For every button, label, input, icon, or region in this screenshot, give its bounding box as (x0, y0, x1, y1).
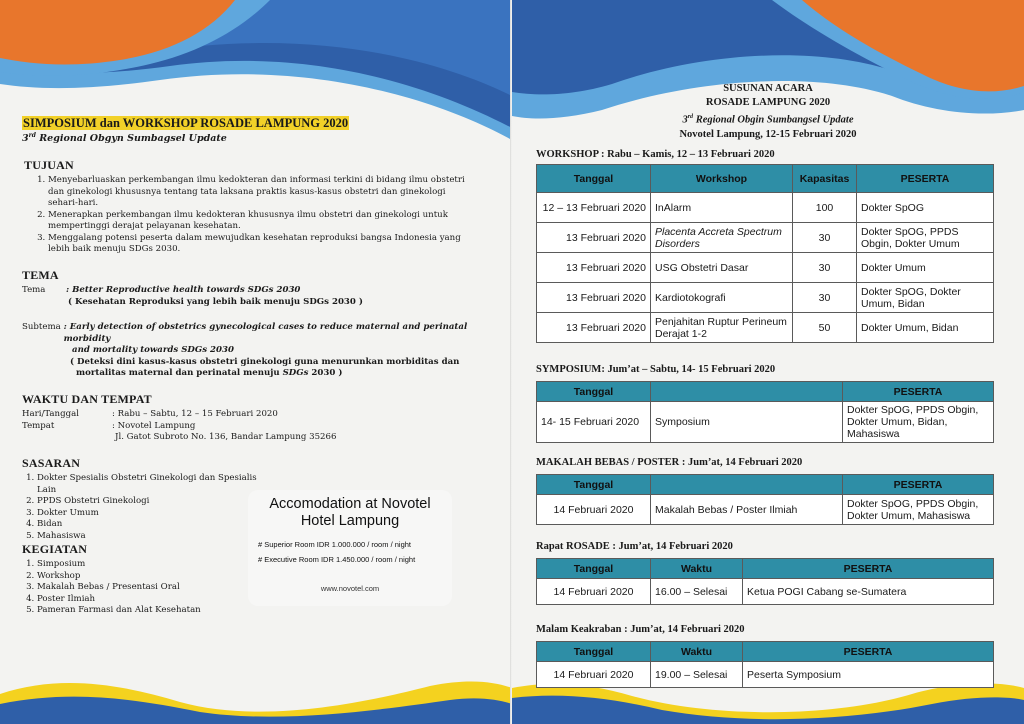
column-header: Tanggal (537, 559, 651, 579)
workshop-heading: WORKSHOP : Rabu – Kamis, 12 – 13 Februari 2020 (536, 149, 775, 160)
column-header (651, 475, 843, 495)
table-cell: Dokter Umum (857, 253, 994, 283)
table-cell: Dokter SpOG, PPDS Obgin, Dokter Umum (857, 223, 994, 253)
subtema-translation-2: mortalitas maternal dan perinatal menuju SDGs 2030 ) (76, 368, 343, 378)
column-header: Kapasitas (793, 165, 857, 193)
symposium-section (536, 364, 994, 443)
hotel-url[interactable]: www.novotel.com (320, 584, 380, 593)
hari-label: Hari/Tanggal (22, 409, 79, 419)
tema-heading: TEMA (22, 268, 59, 282)
table-cell: 14 Februari 2020 (537, 579, 651, 605)
subtema-text-2: and mortality towards SDGs 2030 (72, 345, 234, 355)
column-header: Tanggal (537, 475, 651, 495)
list-item: 2. PPDS Obstetri Ginekologi (37, 496, 262, 508)
tempat-label: Tempat (22, 420, 55, 431)
table-row (537, 193, 994, 223)
tema-section (22, 268, 492, 380)
table-cell: Penjahitan Ruptur Perineum Derajat 1-2 (651, 313, 793, 343)
tujuan-section (24, 158, 494, 256)
subtema-text: : Early detection of obstetrics gynecological cases to reduce maternal and perinatal morbidity (63, 322, 468, 344)
table-row (537, 495, 994, 525)
list-item: 1. Dokter Spesialis Obstetri Ginekologi dan Spesialis Lain (37, 473, 262, 496)
table-cell: 12 – 13 Februari 2020 (537, 193, 651, 223)
event-title: SIMPOSIUM dan WORKSHOP ROSADE LAMPUNG 2020 (23, 116, 349, 130)
table-row (537, 402, 994, 443)
table-cell: 100 (793, 193, 857, 223)
table-cell: 13 Februari 2020 (537, 223, 651, 253)
symposium-heading: SYMPOSIUM: Jum’at – Sabtu, 14- 15 Februari 2020 (536, 364, 776, 375)
column-header: Waktu (651, 559, 743, 579)
table-cell: Makalah Bebas / Poster Ilmiah (651, 495, 843, 525)
table-row (537, 662, 994, 688)
table-cell: Dokter SpOG, Dokter Umum, Bidan (857, 283, 994, 313)
makalah-heading: MAKALAH BEBAS / POSTER : Jum’at, 14 Februari 2020 (536, 457, 803, 468)
list-item: 4. Bidan (37, 519, 262, 531)
list-item: 3. Menggalang potensi peserta dalam mewujudkan kesehatan reproduksi bangsa Indonesia yang lebih baik menuju SDGs 2030. (48, 233, 476, 256)
right-page (512, 0, 1024, 724)
column-header: Waktu (651, 642, 743, 662)
table-row (537, 283, 994, 313)
waktu-section (22, 392, 492, 444)
tema-translation: ( Kesehatan Reproduksi yang lebih baik menuju SDGs 2030 ) (68, 296, 363, 307)
column-header: Tanggal (537, 642, 651, 662)
subtema-translation-1: ( Deteksi dini kasus-kasus obstetri ginekologi guna menurunkan morbiditas dan (70, 356, 460, 367)
table-cell: Dokter SpOG (857, 193, 994, 223)
table-row (537, 253, 994, 283)
table-cell: Peserta Symposium (743, 662, 994, 688)
schedule-subtitle: 3rd Regional Obgin Sumbangsel Update (682, 114, 854, 126)
tujuan-heading: TUJUAN (24, 158, 74, 172)
workshop-section (536, 149, 994, 343)
makalah-table (536, 474, 994, 525)
column-header: Tanggal (537, 165, 651, 193)
table-cell: 30 (793, 283, 857, 313)
table-cell: Symposium (651, 402, 843, 443)
list-item: 2. Menerapkan perkembangan ilmu kedokteran khususnya ilmu obstetri dan ginekologi untuk mempertinggi derajat pelayanan kesehatan. (48, 210, 476, 233)
symposium-table (536, 381, 994, 443)
accommodation-box (248, 490, 452, 606)
column-header: Workshop (651, 165, 793, 193)
waktu-heading: WAKTU DAN TEMPAT (22, 392, 152, 406)
table-cell: Dokter Umum, Bidan (857, 313, 994, 343)
list-item: 3. Makalah Bebas / Presentasi Oral (37, 582, 242, 594)
tema-text: : Better Reproductive health towards SDGs 2030 (66, 285, 301, 295)
schedule-venue: Novotel Lampung, 12-15 Februari 2020 (679, 128, 857, 140)
tempat-value: : Novotel Lampung (112, 420, 196, 431)
hari-value: : Rabu – Sabtu, 12 – 15 Februari 2020 (112, 409, 278, 419)
table-cell: 50 (793, 313, 857, 343)
malam-table (536, 641, 994, 688)
table-row (537, 313, 994, 343)
table-cell: 13 Februari 2020 (537, 313, 651, 343)
table-cell: Ketua POGI Cabang se-Sumatera (743, 579, 994, 605)
list-item: 2. Workshop (37, 571, 242, 583)
list-item: 3. Dokter Umum (37, 508, 262, 520)
malam-section (536, 624, 994, 688)
table-row (537, 579, 994, 605)
kegiatan-section (22, 542, 242, 617)
column-header: PESERTA (857, 165, 994, 193)
table-cell: Dokter SpOG, PPDS Obgin, Dokter Umum, Mahasiswa (843, 495, 994, 525)
column-header: PESERTA (743, 559, 994, 579)
column-header: PESERTA (743, 642, 994, 662)
tempat-address: Jl. Gatot Subroto No. 136, Bandar Lampung 35266 (115, 432, 337, 442)
schedule-header (608, 82, 928, 142)
table-cell: 16.00 – Selesai (651, 579, 743, 605)
list-item: 1. Simposium (37, 559, 242, 571)
table-row (537, 223, 994, 253)
superior-room-rate: # Superior Room IDR 1.000.000 / room / night (258, 540, 411, 549)
table-cell: 30 (793, 253, 857, 283)
list-item: 5. Mahasiswa (37, 531, 262, 543)
subtema-label: Subtema (22, 322, 61, 332)
makalah-section (536, 457, 994, 525)
table-cell: Placenta Accreta Spectrum Disorders (651, 223, 793, 253)
list-item: 4. Poster Ilmiah (37, 594, 242, 606)
accommodation-title: Accomodation at Novotel Hotel Lampung (269, 496, 431, 529)
table-cell: 19.00 – Selesai (651, 662, 743, 688)
kegiatan-heading: KEGIATAN (22, 542, 88, 556)
table-cell: InAlarm (651, 193, 793, 223)
column-header: PESERTA (843, 382, 994, 402)
malam-heading: Malam Keakraban : Jum’at, 14 Februari 2020 (536, 624, 745, 635)
bottom-wave-decoration (0, 664, 512, 724)
sasaran-section (22, 456, 262, 542)
table-cell: Kardiotokografi (651, 283, 793, 313)
tema-label: Tema (22, 285, 46, 295)
table-cell: Dokter SpOG, PPDS Obgin, Dokter Umum, Bidan, Mahasiswa (843, 402, 994, 443)
table-cell: 14- 15 Februari 2020 (537, 402, 651, 443)
table-cell: 14 Februari 2020 (537, 662, 651, 688)
column-header: Tanggal (537, 382, 651, 402)
list-item: 1. Menyebarluaskan perkembangan ilmu kedokteran dan informasi terkini di bidang ilmu obstetri dan ginekologi khususnya tentang tata laksana praktis kasus-kasus obstetri dan ginekologi sehari-hari. (48, 175, 476, 210)
column-header: PESERTA (843, 475, 994, 495)
table-cell: 14 Februari 2020 (537, 495, 651, 525)
event-subtitle: 3rd Regional Obgyn Sumbagsel Update (22, 132, 227, 145)
schedule-title: SUSUNAN ACARA (723, 83, 813, 94)
rapat-heading: Rapat ROSADE : Jum’at, 14 Februari 2020 (536, 541, 733, 552)
sasaran-heading: SASARAN (22, 456, 81, 470)
workshop-table (536, 164, 994, 343)
rapat-section (536, 541, 994, 605)
schedule-event: ROSADE LAMPUNG 2020 (705, 97, 831, 108)
table-cell: USG Obstetri Dasar (651, 253, 793, 283)
list-item: 5. Pameran Farmasi dan Alat Kesehatan (37, 605, 242, 617)
executive-room-rate: # Executive Room IDR 1.450.000 / room / night (258, 555, 416, 564)
column-header (651, 382, 843, 402)
table-cell: 13 Februari 2020 (537, 283, 651, 313)
table-cell: 13 Februari 2020 (537, 253, 651, 283)
rapat-table (536, 558, 994, 605)
table-cell: 30 (793, 223, 857, 253)
